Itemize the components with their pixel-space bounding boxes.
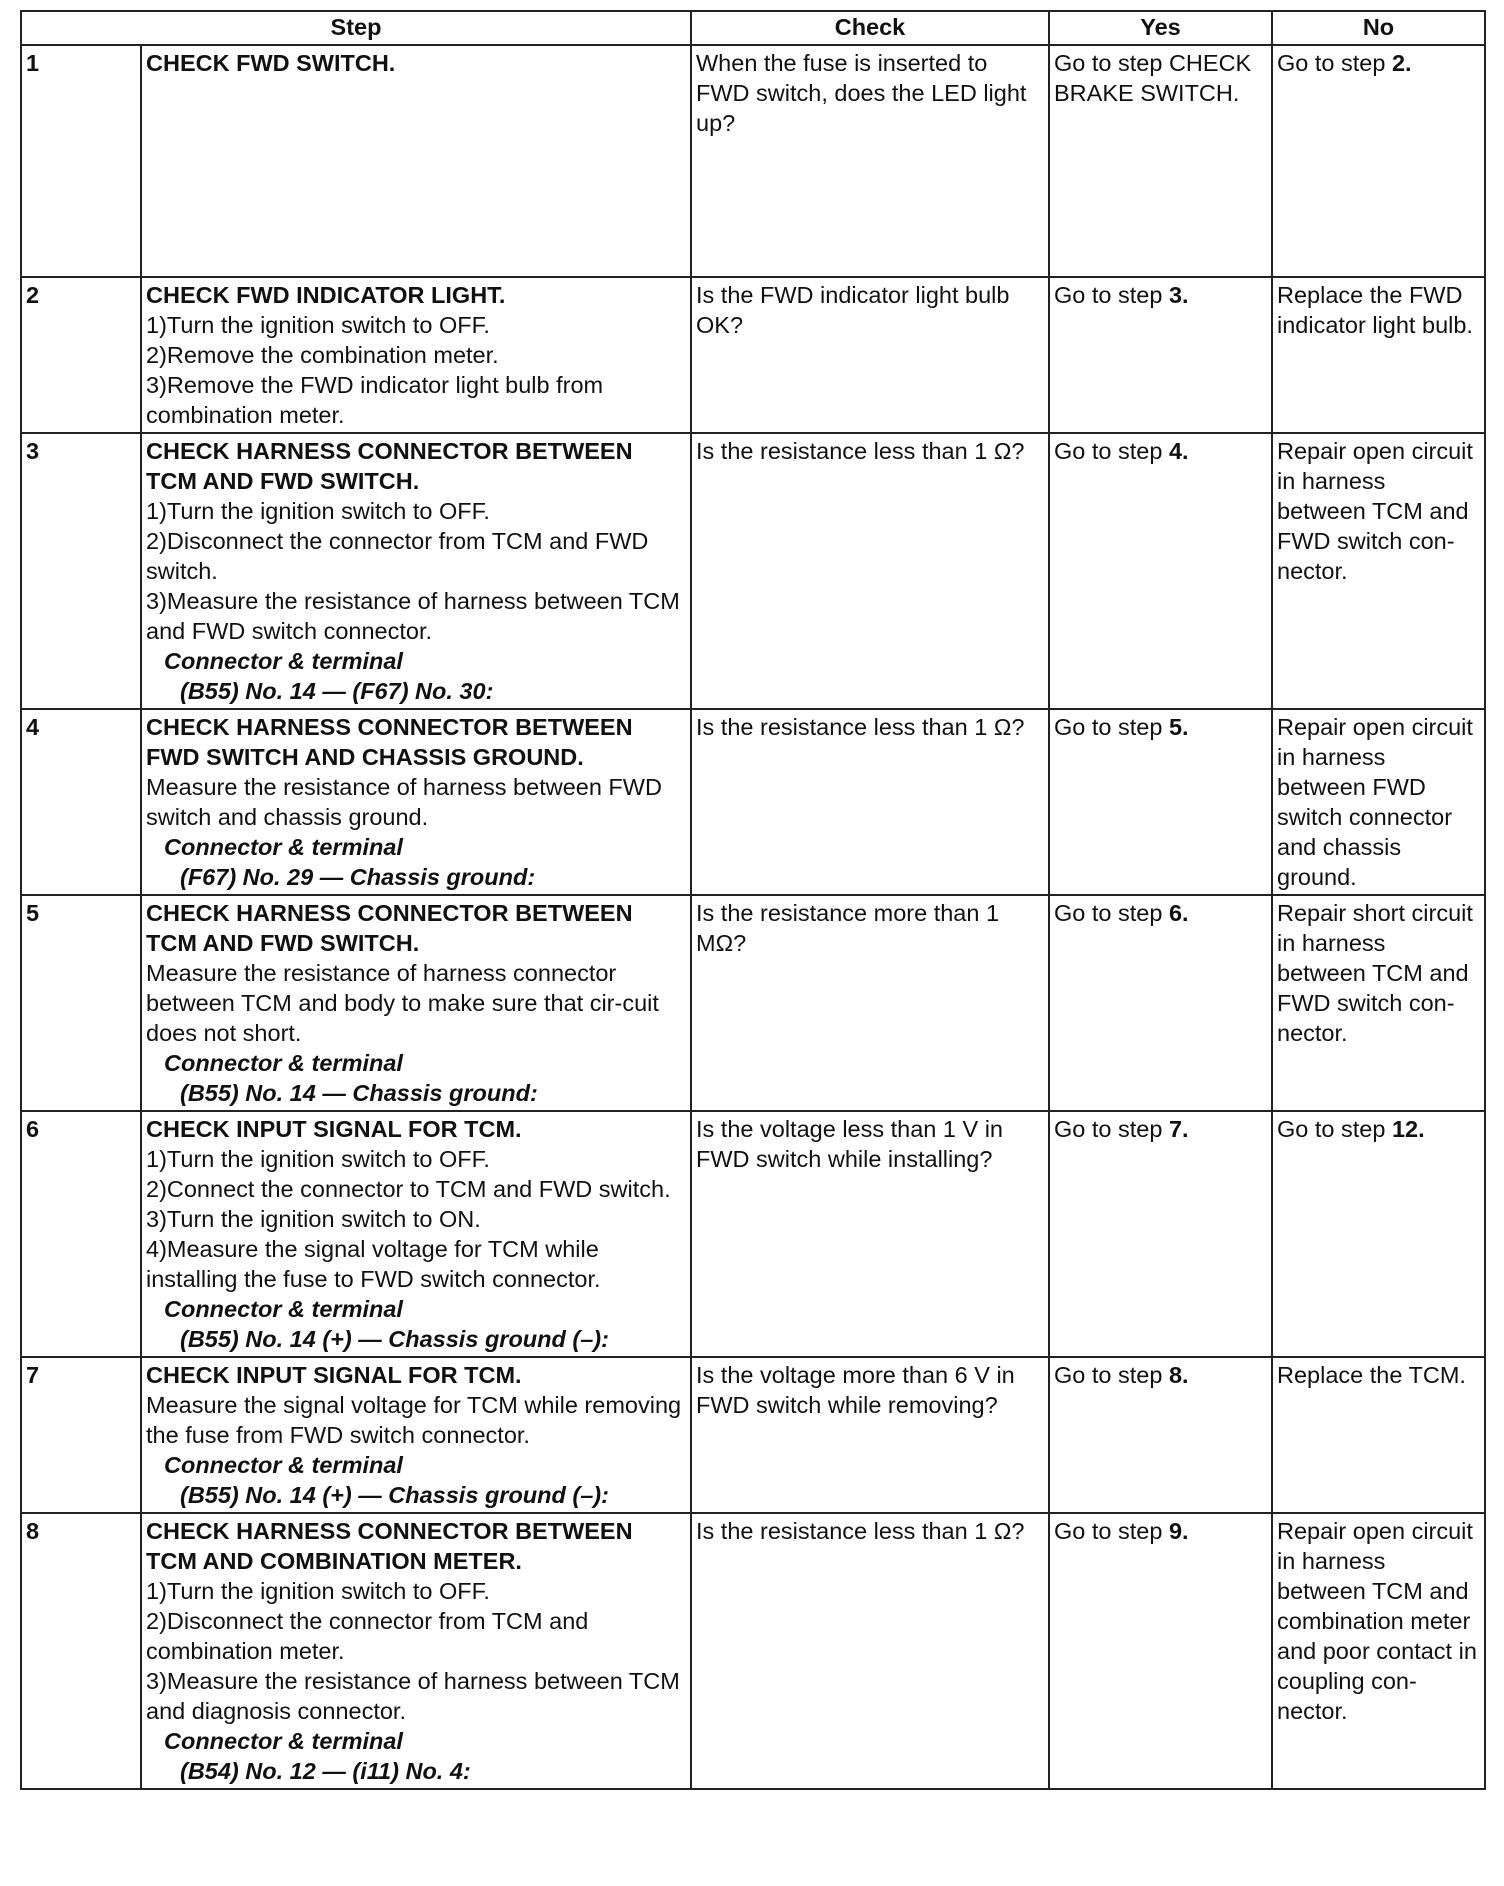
terminal-spec: (B55) No. 14 (+) — Chassis ground (–):	[180, 1326, 609, 1352]
step-number: 2	[21, 277, 141, 433]
check-question: Is the resistance less than 1 Ω?	[691, 433, 1049, 709]
yes-action-text: Go to step	[1054, 1518, 1169, 1544]
yes-action	[1049, 1357, 1272, 1513]
no-step-ref: 12.	[1391, 1116, 1425, 1142]
step-description	[141, 433, 691, 709]
table-row	[21, 1513, 1485, 1789]
step-number: 5	[21, 895, 141, 1111]
check-question: Is the resistance less than 1 Ω?	[691, 1513, 1049, 1789]
step-title: CHECK INPUT SIGNAL FOR TCM.	[146, 1362, 522, 1388]
step-title: CHECK HARNESS CONNECTOR BETWEEN FWD SWITCH AND CHASSIS GROUND.	[146, 714, 633, 770]
yes-step-ref: 7.	[1168, 1116, 1189, 1142]
no-action	[1272, 895, 1485, 1111]
step-number: 7	[21, 1357, 141, 1513]
yes-action-text: Go to step	[1054, 438, 1169, 464]
check-question: Is the resistance more than 1 MΩ?	[691, 895, 1049, 1111]
step-title: CHECK HARNESS CONNECTOR BETWEEN TCM AND FWD SWITCH.	[146, 900, 633, 956]
step-title: CHECK HARNESS CONNECTOR BETWEEN TCM AND COMBINATION METER.	[146, 1518, 633, 1574]
step-description	[141, 1357, 691, 1513]
step-instruction: 4)Measure the signal voltage for TCM while installing the fuse to FWD switch connector.	[146, 1236, 601, 1292]
terminal-spec: (F67) No. 29 — Chassis ground:	[180, 864, 536, 890]
terminal-spec: (B54) No. 12 — (i11) No. 4:	[180, 1758, 471, 1784]
header-yes: Yes	[1049, 11, 1272, 45]
step-instruction: Measure the resistance of harness between FWD switch and chassis ground.	[146, 774, 662, 830]
yes-step-ref: 9.	[1168, 1518, 1189, 1544]
step-instruction: 3)Measure the resistance of harness between TCM and diagnosis connector.	[146, 1668, 680, 1724]
yes-action	[1049, 45, 1272, 277]
yes-action	[1049, 895, 1272, 1111]
check-question: Is the voltage less than 1 V in FWD switch while installing?	[691, 1111, 1049, 1357]
step-instruction: 1)Turn the ignition switch to OFF.	[146, 498, 490, 524]
check-question: Is the resistance less than 1 Ω?	[691, 709, 1049, 895]
yes-action	[1049, 433, 1272, 709]
step-instruction: 1)Turn the ignition switch to OFF.	[146, 1578, 490, 1604]
header-step: Step	[21, 11, 691, 45]
yes-step-ref: 4.	[1168, 438, 1189, 464]
terminal-spec: (B55) No. 14 — Chassis ground:	[180, 1080, 538, 1106]
step-description	[141, 45, 691, 277]
check-question: Is the FWD indicator light bulb OK?	[691, 277, 1049, 433]
step-instruction: 1)Turn the ignition switch to OFF.	[146, 312, 490, 338]
step-title: CHECK FWD INDICATOR LIGHT.	[146, 282, 506, 308]
no-action	[1272, 45, 1485, 277]
step-description	[141, 709, 691, 895]
yes-action-text: Go to step	[1054, 1362, 1169, 1388]
yes-step-ref: 5.	[1168, 714, 1189, 740]
connector-label: Connector & terminal	[164, 1728, 403, 1754]
table-row	[21, 433, 1485, 709]
connector-label: Connector & terminal	[164, 1296, 403, 1322]
step-number: 4	[21, 709, 141, 895]
terminal-spec: (B55) No. 14 (+) — Chassis ground (–):	[180, 1482, 609, 1508]
yes-step-ref: 8.	[1168, 1362, 1189, 1388]
no-action	[1272, 433, 1485, 709]
connector-label: Connector & terminal	[164, 834, 403, 860]
check-question: Is the voltage more than 6 V in FWD switch while removing?	[691, 1357, 1049, 1513]
table-row	[21, 1111, 1485, 1357]
step-description	[141, 895, 691, 1111]
header-no: No	[1272, 11, 1485, 45]
no-action	[1272, 1357, 1485, 1513]
yes-action-text: Go to step	[1054, 900, 1169, 926]
yes-action-text: Go to step	[1054, 714, 1169, 740]
connector-label: Connector & terminal	[164, 1452, 403, 1478]
step-instruction: Measure the signal voltage for TCM while removing the fuse from FWD switch connector.	[146, 1392, 682, 1448]
step-description	[141, 1513, 691, 1789]
yes-action-text: Go to step	[1054, 282, 1169, 308]
step-instruction: 2)Disconnect the connector from TCM and combination meter.	[146, 1608, 589, 1664]
no-action	[1272, 1513, 1485, 1789]
step-instruction: 1)Turn the ignition switch to OFF.	[146, 1146, 490, 1172]
yes-step-ref: 3.	[1168, 282, 1189, 308]
yes-step-ref: 6.	[1168, 900, 1189, 926]
connector-label: Connector & terminal	[164, 1050, 403, 1076]
step-title: CHECK INPUT SIGNAL FOR TCM.	[146, 1116, 522, 1142]
connector-label: Connector & terminal	[164, 648, 403, 674]
check-question: When the fuse is inserted to FWD switch, does the LED light up?	[691, 45, 1049, 277]
table-row	[21, 895, 1485, 1111]
yes-action-text: Go to step	[1054, 1116, 1169, 1142]
step-description	[141, 1111, 691, 1357]
no-action-text: Replace the TCM.	[1277, 1362, 1466, 1388]
no-action-text: Go to step	[1277, 50, 1392, 76]
step-instruction: 2)Connect the connector to TCM and FWD switch.	[146, 1176, 671, 1202]
table-row	[21, 45, 1485, 277]
no-action	[1272, 1111, 1485, 1357]
step-number: 6	[21, 1111, 141, 1357]
no-action-text: Go to step	[1277, 1116, 1392, 1142]
table-row	[21, 1357, 1485, 1513]
step-number: 1	[21, 45, 141, 277]
step-instruction: 3)Measure the resistance of harness between TCM and FWD switch connector.	[146, 588, 680, 644]
diagnostic-table	[20, 10, 1486, 1790]
step-instruction: 2)Disconnect the connector from TCM and FWD switch.	[146, 528, 649, 584]
step-title: CHECK HARNESS CONNECTOR BETWEEN TCM AND FWD SWITCH.	[146, 438, 633, 494]
header-check: Check	[691, 11, 1049, 45]
no-action	[1272, 277, 1485, 433]
step-number: 3	[21, 433, 141, 709]
yes-action	[1049, 709, 1272, 895]
no-step-ref: 2.	[1391, 50, 1412, 76]
header-row	[21, 11, 1485, 45]
table-body	[21, 45, 1485, 1789]
no-action-text: Repair open circuit in harness between FWD switch connector and chassis ground.	[1277, 714, 1473, 890]
no-action-text: Repair open circuit in harness between TCM and combination meter and poor contact in coupling con-nector.	[1277, 1518, 1477, 1724]
step-instruction: 2)Remove the combination meter.	[146, 342, 499, 368]
table-row	[21, 709, 1485, 895]
step-instruction: 3)Remove the FWD indicator light bulb from combination meter.	[146, 372, 604, 428]
yes-action-text: Go to step CHECK BRAKE SWITCH.	[1054, 50, 1252, 106]
step-number: 8	[21, 1513, 141, 1789]
no-action-text: Repair open circuit in harness between TCM and FWD switch con-nector.	[1277, 438, 1473, 584]
step-title: CHECK FWD SWITCH.	[146, 50, 396, 76]
yes-action	[1049, 1111, 1272, 1357]
no-action-text: Repair short circuit in harness between TCM and FWD switch con-nector.	[1277, 900, 1473, 1046]
step-instruction: Measure the resistance of harness connector between TCM and body to make sure that cir-cuit does not short.	[146, 960, 659, 1046]
step-instruction: 3)Turn the ignition switch to ON.	[146, 1206, 481, 1232]
yes-action	[1049, 277, 1272, 433]
no-action-text: Replace the FWD indicator light bulb.	[1277, 282, 1473, 338]
terminal-spec: (B55) No. 14 — (F67) No. 30:	[180, 678, 494, 704]
yes-action	[1049, 1513, 1272, 1789]
no-action	[1272, 709, 1485, 895]
step-description	[141, 277, 691, 433]
table-row	[21, 277, 1485, 433]
